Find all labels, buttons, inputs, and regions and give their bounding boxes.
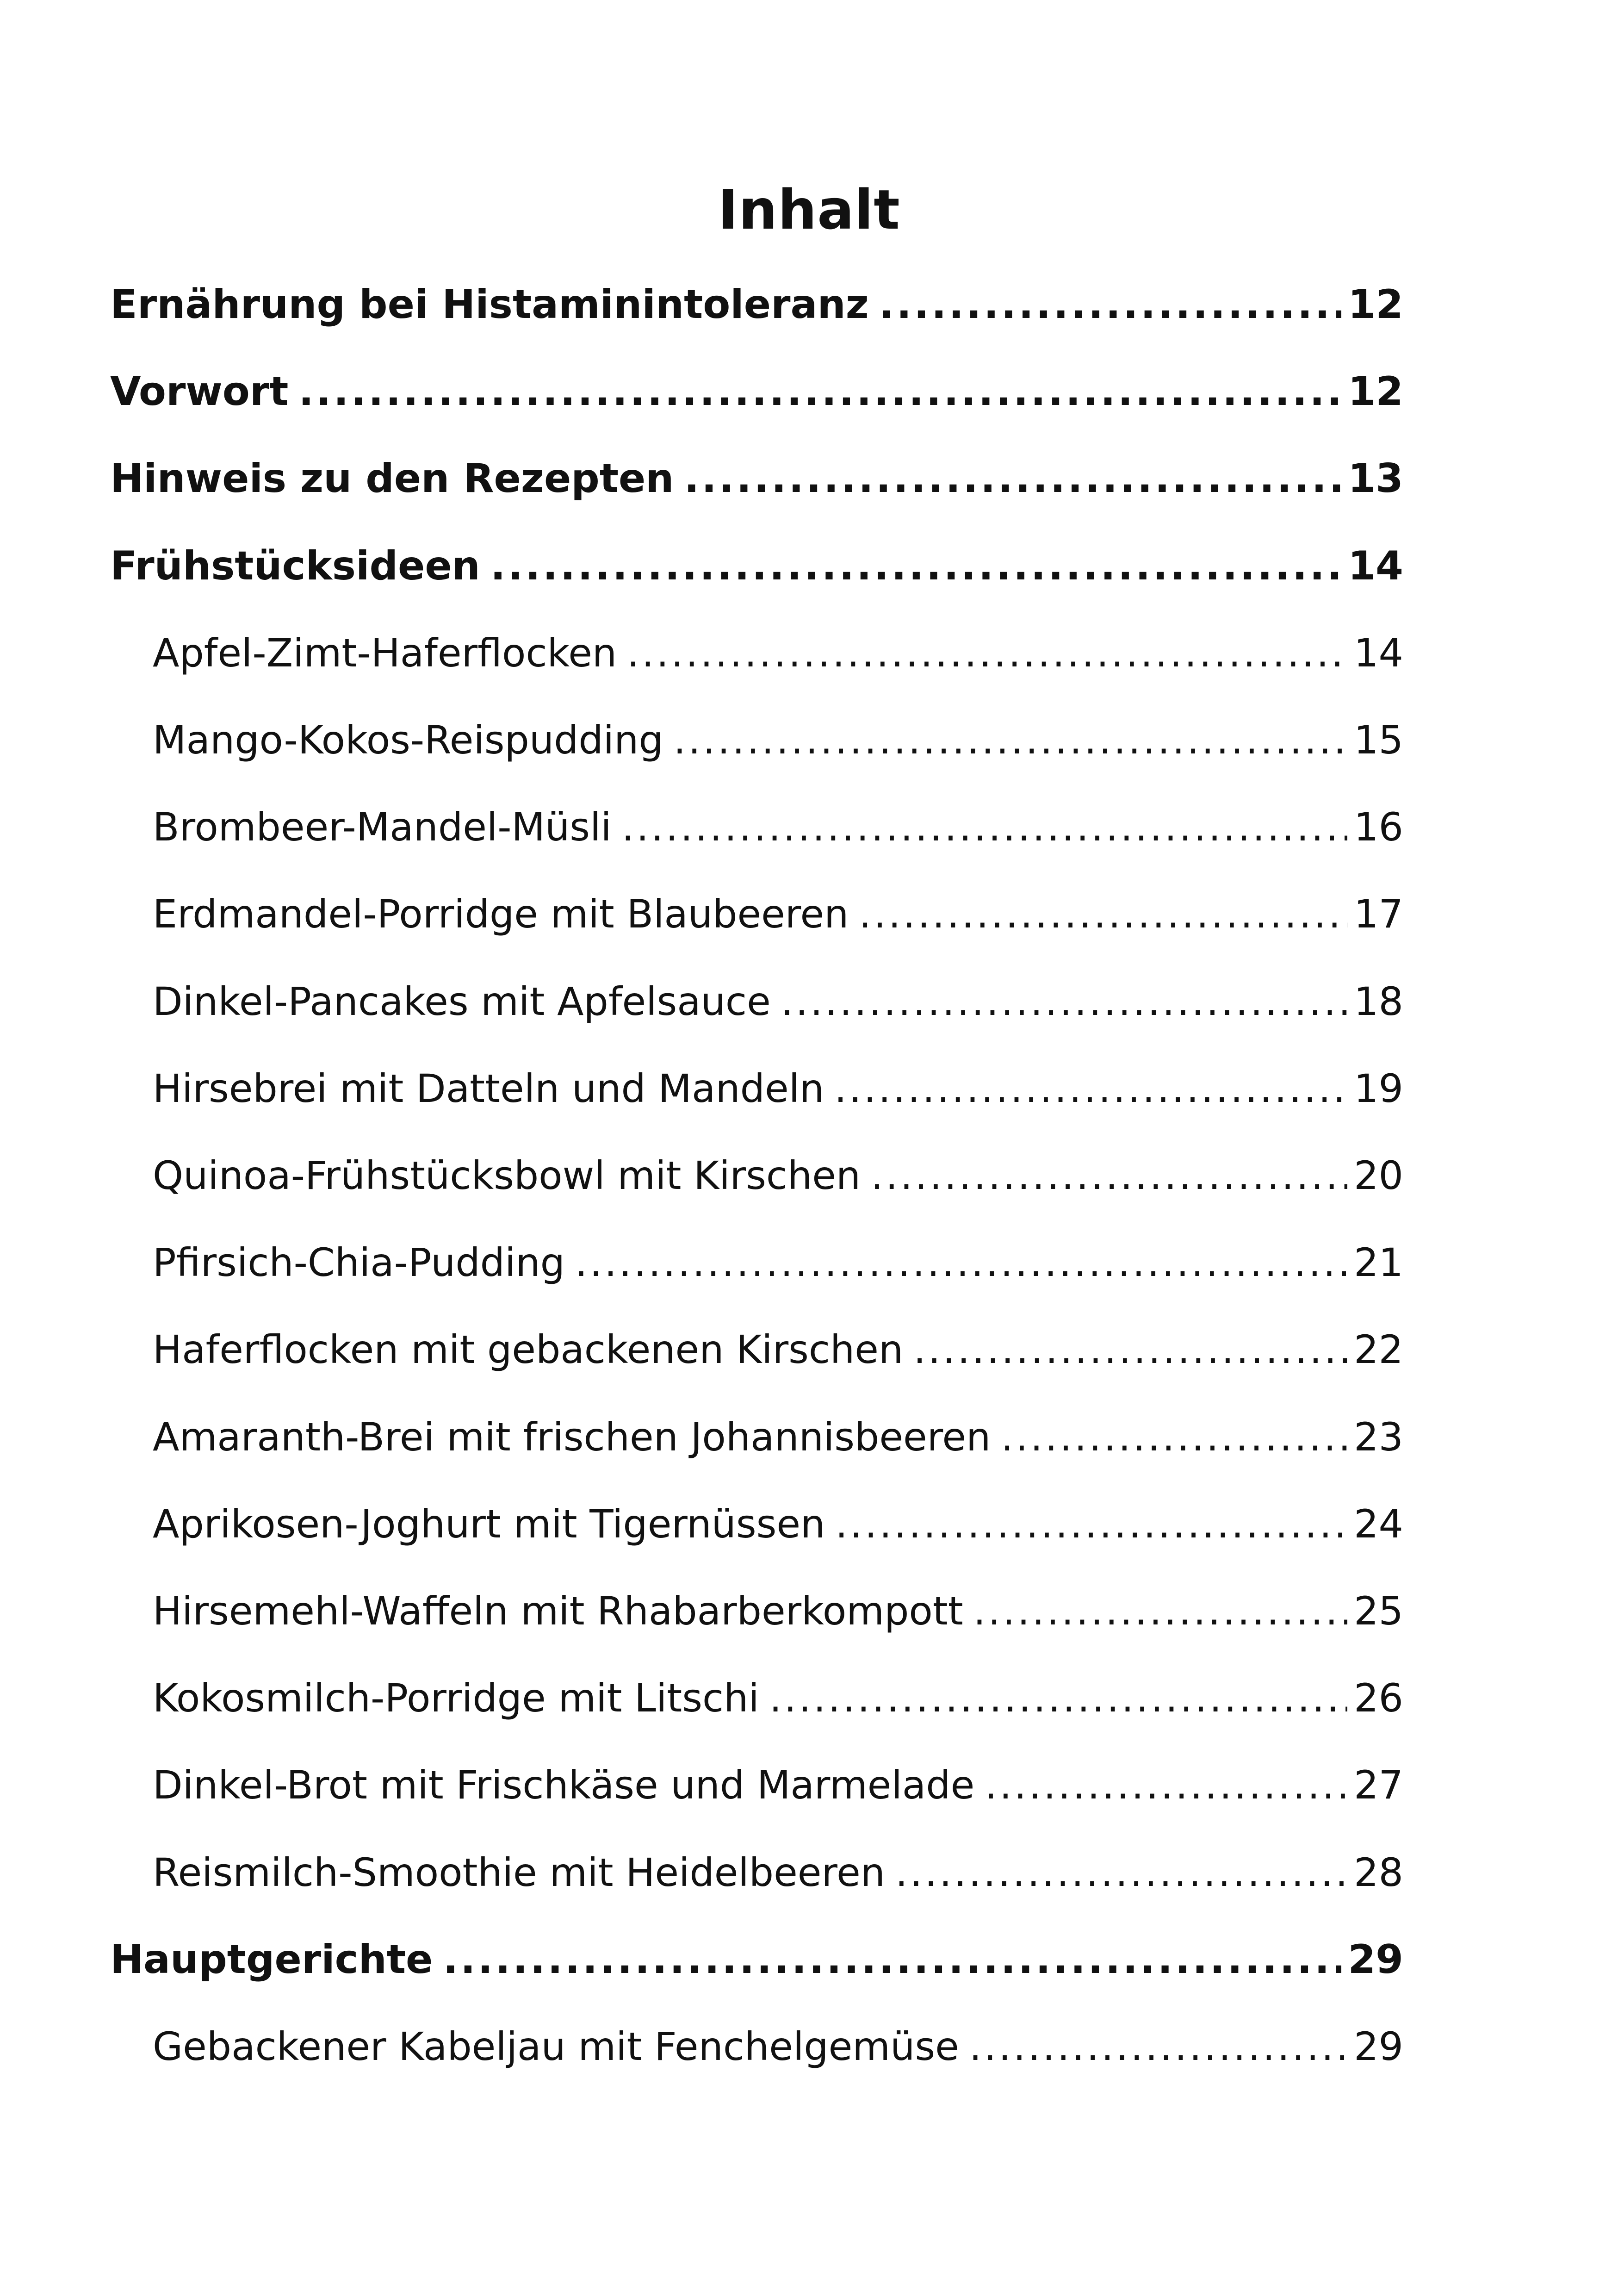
toc-recipe-entry[interactable]	[0, 1145, 1618, 1206]
toc-entry-title: Dinkel-Brot mit Frischkäse und Marmelade	[153, 1762, 975, 1808]
toc-entry-row	[153, 1145, 1403, 1206]
toc-recipe-entry[interactable]	[0, 2016, 1618, 2077]
toc-recipe-entry[interactable]	[0, 710, 1618, 770]
toc-entry-row	[153, 797, 1403, 857]
toc-entry-row	[153, 1407, 1403, 1467]
dot-leader	[769, 1668, 1347, 1728]
toc-entry-row	[153, 884, 1403, 944]
toc-recipe-entry[interactable]	[0, 1581, 1618, 1641]
toc-entry-page-number: 13	[1348, 455, 1403, 502]
toc-recipe-entry[interactable]	[0, 1407, 1618, 1467]
dot-leader	[575, 1232, 1347, 1293]
toc-entry-title: Mango-Kokos-Reispudding	[153, 717, 663, 763]
toc-entry-title: Aprikosen-Joghurt mit Tigernüssen	[153, 1501, 825, 1547]
toc-entry-title: Brombeer-Mandel-Müsli	[153, 804, 612, 850]
dot-leader	[969, 2016, 1347, 2077]
toc-entry-title: Hirsebrei mit Datteln und Mandeln	[153, 1066, 824, 1111]
toc-entry-row	[153, 1319, 1403, 1380]
toc-chapter-entry[interactable]	[0, 1929, 1618, 1990]
dot-leader	[622, 797, 1347, 857]
dot-leader	[871, 1145, 1347, 1206]
toc-entry-title: Hauptgerichte	[110, 1936, 433, 1983]
dot-leader	[674, 710, 1347, 770]
toc-entry-page-number: 21	[1354, 1240, 1403, 1285]
toc-entry-row	[110, 1929, 1403, 1990]
dot-leader	[834, 1058, 1347, 1119]
toc-entry-page-number: 12	[1348, 368, 1403, 415]
toc-entry-title: Reismilch-Smoothie mit Heidelbeeren	[153, 1850, 886, 1895]
toc-entry-page-number: 18	[1354, 979, 1403, 1024]
toc-entry-row	[153, 710, 1403, 770]
toc-recipe-entry[interactable]	[0, 1058, 1618, 1119]
toc-entry-title: Kokosmilch-Porridge mit Litschi	[153, 1675, 759, 1721]
toc-entry-title: Ernährung bei Histaminintoleranz	[110, 281, 869, 328]
toc-recipe-entry[interactable]	[0, 1842, 1618, 1903]
toc-entry-page-number: 24	[1354, 1501, 1403, 1547]
dot-leader	[684, 448, 1342, 509]
toc-entry-row	[153, 971, 1403, 1032]
toc-entry-page-number: 12	[1348, 281, 1403, 328]
toc-entry-page-number: 19	[1354, 1066, 1403, 1111]
dot-leader	[835, 1494, 1347, 1554]
toc-chapter-entry[interactable]	[0, 536, 1618, 596]
toc-entry-row	[153, 1668, 1403, 1728]
toc-entry-page-number: 26	[1354, 1675, 1403, 1721]
toc-entry-page-number: 29	[1354, 2024, 1403, 2069]
toc-recipe-entry[interactable]	[0, 1668, 1618, 1728]
dot-leader	[627, 623, 1347, 683]
toc-entry-title: Amaranth-Brei mit frischen Johannisbeeren	[153, 1414, 991, 1460]
toc-entry-title: Gebackener Kabeljau mit Fenchelgemüse	[153, 2024, 959, 2069]
dot-leader	[490, 536, 1341, 596]
toc-entry-row	[153, 623, 1403, 683]
dot-leader	[859, 884, 1347, 944]
dot-leader	[298, 361, 1341, 422]
toc-recipe-entry[interactable]	[0, 797, 1618, 857]
toc-entry-title: Erdmandel-Porridge mit Blaubeeren	[153, 891, 849, 937]
toc-recipe-entry[interactable]	[0, 971, 1618, 1032]
dot-leader	[895, 1842, 1347, 1903]
toc-entry-page-number: 27	[1354, 1762, 1403, 1808]
toc-entry-title: Pfirsich-Chia-Pudding	[153, 1240, 565, 1285]
dot-leader	[781, 971, 1347, 1032]
toc-entry-row	[110, 448, 1403, 509]
toc-entry-row	[153, 1842, 1403, 1903]
toc-entry-page-number: 15	[1354, 717, 1403, 763]
toc-entry-title: Frühstücksideen	[110, 543, 480, 589]
toc-entry-page-number: 28	[1354, 1850, 1403, 1895]
toc-entry-row	[110, 536, 1403, 596]
toc-chapter-entry[interactable]	[0, 361, 1618, 422]
toc-recipe-entry[interactable]	[0, 1494, 1618, 1554]
dot-leader	[879, 274, 1341, 335]
toc-entry-page-number: 17	[1354, 891, 1403, 937]
toc-entry-row	[153, 2016, 1403, 2077]
toc-entry-title: Vorwort	[110, 368, 289, 415]
dot-leader	[1001, 1407, 1347, 1467]
toc-recipe-entry[interactable]	[0, 1319, 1618, 1380]
toc-entry-page-number: 25	[1354, 1588, 1403, 1634]
toc-recipe-entry[interactable]	[0, 1755, 1618, 1815]
toc-recipe-entry[interactable]	[0, 623, 1618, 683]
toc-entry-title: Quinoa-Frühstücksbowl mit Kirschen	[153, 1153, 861, 1198]
toc-entry-row	[153, 1755, 1403, 1815]
toc-entry-title: Hinweis zu den Rezepten	[110, 455, 674, 502]
toc-entry-page-number: 16	[1354, 804, 1403, 850]
toc-entry-row	[153, 1494, 1403, 1554]
toc-entry-title: Hirsemehl-Waffeln mit Rhabarberkompott	[153, 1588, 963, 1634]
toc-recipe-entry[interactable]	[0, 884, 1618, 944]
toc-entry-page-number: 23	[1354, 1414, 1403, 1460]
toc-entry-page-number: 29	[1348, 1936, 1403, 1983]
toc-entry-title: Apfel-Zimt-Haferflocken	[153, 630, 617, 676]
dot-leader	[985, 1755, 1347, 1815]
toc-entry-row	[110, 361, 1403, 422]
toc-chapter-entry[interactable]	[0, 274, 1618, 335]
toc-entry-row	[110, 274, 1403, 335]
dot-leader	[973, 1581, 1347, 1641]
toc-entry-page-number: 22	[1354, 1327, 1403, 1372]
toc-entry-row	[153, 1058, 1403, 1119]
toc-recipe-entry[interactable]	[0, 1232, 1618, 1293]
toc-entry-page-number: 14	[1348, 543, 1403, 589]
toc-entry-title: Haferflocken mit gebackenen Kirschen	[153, 1327, 904, 1372]
dot-leader	[443, 1929, 1341, 1990]
toc-entry-row	[153, 1232, 1403, 1293]
toc-entry-title: Dinkel-Pancakes mit Apfelsauce	[153, 979, 771, 1024]
toc-entry-page-number: 20	[1354, 1153, 1403, 1198]
toc-entry-page-number: 14	[1354, 630, 1403, 676]
page-title: Inhalt	[718, 178, 900, 242]
toc-entry-row	[153, 1581, 1403, 1641]
dot-leader	[913, 1319, 1347, 1380]
toc-chapter-entry[interactable]	[0, 448, 1618, 509]
